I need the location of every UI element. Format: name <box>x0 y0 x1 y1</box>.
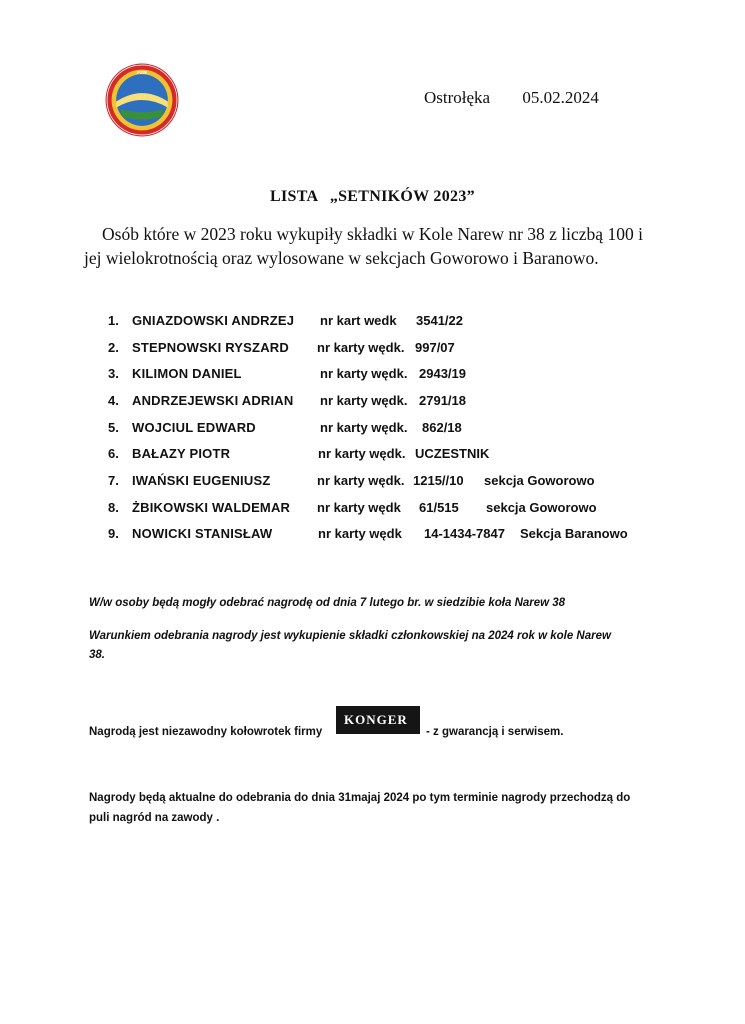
item-section: sekcja Goworowo <box>484 473 595 488</box>
place-date <box>424 88 599 108</box>
item-card-number: 2943/19 <box>419 366 466 381</box>
item-card-number: UCZESTNIK <box>415 446 490 461</box>
validity-notice: Nagrody będą aktualne do odebrania do dnia 31majaj 2024 po tym terminie nagrody przechodzą do puli nagród na zawody . <box>89 792 631 824</box>
item-name: BAŁAZY PIOTR <box>132 446 231 461</box>
item-card-label: nr karty wędk. <box>320 393 408 408</box>
item-number: 9. <box>108 526 119 541</box>
item-card-label: nr karty wędk <box>318 526 402 541</box>
list-item <box>0 526 745 546</box>
list-item <box>0 446 745 466</box>
condition-notice: Warunkiem odebrania nagrody jest wykupienie składki członkowskiej na 2024 rok w kole Narew 38. <box>89 630 611 661</box>
item-card-label: nr kart wedk <box>320 313 397 328</box>
intro-line2: jej wielokrotnością oraz wylosowane w sekcjach Goworowo i Baranowo. <box>84 248 599 268</box>
document-date: 05.02.2024 <box>522 88 599 107</box>
item-number: 8. <box>108 500 119 515</box>
list-item <box>0 340 745 360</box>
item-card-label: nr karty wędk. <box>317 473 405 488</box>
list-item <box>0 420 745 440</box>
item-card-number: 997/07 <box>415 340 455 355</box>
list-item <box>0 500 745 520</box>
item-card-label: nr karty wędk. <box>320 420 408 435</box>
item-card-label: nr karty wędk. <box>318 446 406 461</box>
item-name: IWAŃSKI EUGENIUSZ <box>132 473 271 488</box>
title-part2: „SETNIKÓW 2023” <box>329 188 475 205</box>
prize-warranty-text: - z gwarancją i serwisem. <box>426 726 564 738</box>
document-title <box>0 188 745 206</box>
item-card-number: 862/18 <box>422 420 462 435</box>
item-number: 7. <box>108 473 119 488</box>
item-card-number: 1215//10 <box>413 473 464 488</box>
item-name: STEPNOWSKI RYSZARD <box>132 340 289 355</box>
item-section: Sekcja Baranowo <box>520 526 628 541</box>
item-section: sekcja Goworowo <box>486 500 597 515</box>
item-card-label: nr karty wędk. <box>320 366 408 381</box>
prize-text: Nagrodą jest niezawodny kołowrotek firmy <box>89 726 323 738</box>
item-card-label: nr karty wędk. <box>317 340 405 355</box>
item-number: 6. <box>108 446 119 461</box>
item-number: 4. <box>108 393 119 408</box>
item-number: 1. <box>108 313 119 328</box>
list-item <box>0 366 745 386</box>
list-item <box>0 473 745 493</box>
item-card-number: 14-1434-7847 <box>424 526 505 541</box>
item-number: 2. <box>108 340 119 355</box>
item-name: NOWICKI STANISŁAW <box>132 526 273 541</box>
item-card-label: nr karty wędk <box>317 500 401 515</box>
item-name: GNIAZDOWSKI ANDRZEJ <box>132 313 295 328</box>
konger-logo <box>336 706 420 734</box>
title-part1: LISTA <box>270 188 318 205</box>
item-number: 3. <box>108 366 119 381</box>
item-name: WOJCIUL EDWARD <box>132 420 256 435</box>
club-logo <box>104 62 180 138</box>
item-number: 5. <box>108 420 119 435</box>
item-name: ŻBIKOWSKI WALDEMAR <box>132 500 291 515</box>
item-card-number: 3541/22 <box>416 313 463 328</box>
svg-text:PZW: PZW <box>136 70 148 76</box>
list-item <box>0 393 745 413</box>
brand-name: KONGER <box>344 712 408 727</box>
intro-line1: Osób które w 2023 roku wykupiły składki w Kole Narew nr 38 z liczbą 100 i <box>102 224 643 244</box>
place: Ostrołęka <box>424 88 491 107</box>
intro-paragraph <box>84 222 664 270</box>
list-item <box>0 313 745 333</box>
item-card-number: 2791/18 <box>419 393 466 408</box>
pickup-notice: W/w osoby będą mogły odebrać nagrodę od dnia 7 lutego br. w siedzibie koła Narew 38 <box>89 597 566 609</box>
item-name: KILIMON DANIEL <box>132 366 242 381</box>
item-card-number: 61/515 <box>419 500 459 515</box>
item-name: ANDRZEJEWSKI ADRIAN <box>132 393 294 408</box>
